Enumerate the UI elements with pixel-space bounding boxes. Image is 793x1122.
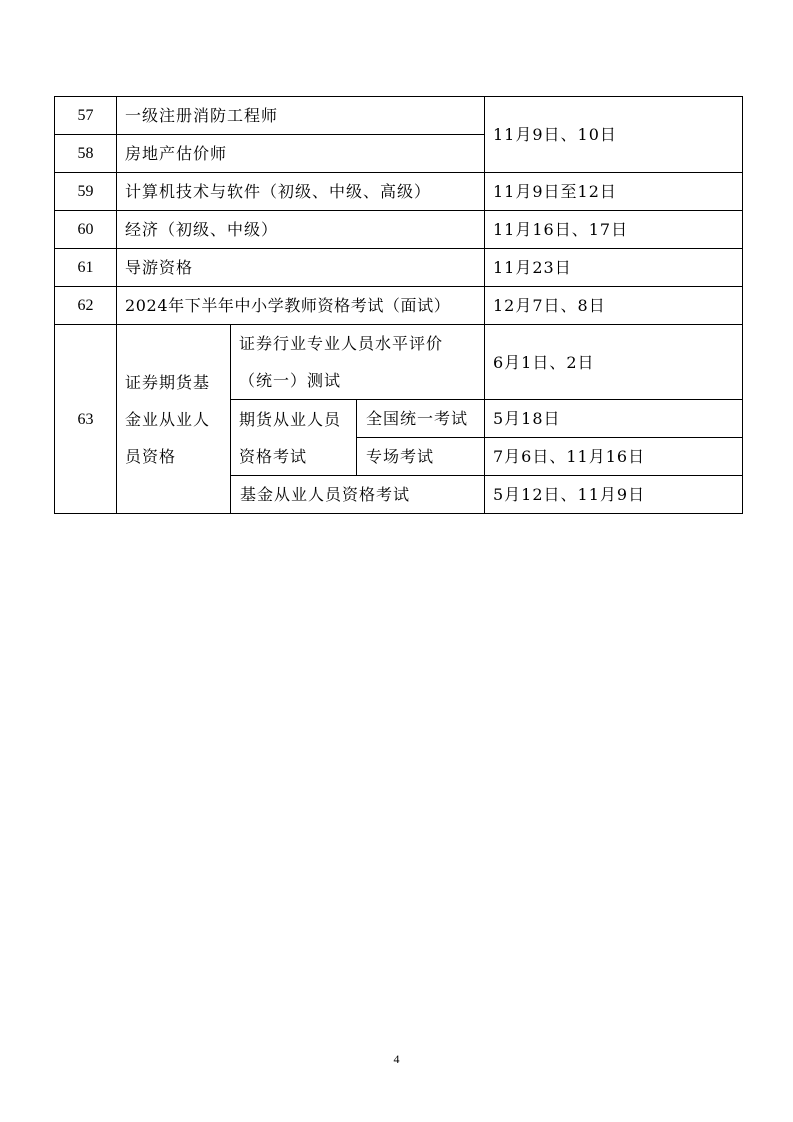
exam-name: 一级注册消防工程师 xyxy=(117,97,485,135)
table-row xyxy=(55,97,743,135)
category-line: 员资格 xyxy=(125,446,177,466)
exam-name: 2024年下半年中小学教师资格考试（面试） xyxy=(117,287,485,325)
exam-subcategory xyxy=(231,400,357,476)
exam-subcategory xyxy=(231,325,485,400)
exam-name: 导游资格 xyxy=(117,249,485,287)
exam-subcategory: 基金从业人员资格考试 xyxy=(231,476,485,514)
table-row xyxy=(55,287,743,325)
exam-date: 12月7日、8日 xyxy=(485,287,743,325)
exam-date: 11月16日、17日 xyxy=(485,211,743,249)
exam-date: 11月9日、10日 xyxy=(485,97,743,173)
row-number: 58 xyxy=(55,135,117,173)
table-row xyxy=(55,249,743,287)
subcategory-line: 资格考试 xyxy=(239,446,308,466)
exam-name: 经济（初级、中级） xyxy=(117,211,485,249)
exam-date: 11月9日至12日 xyxy=(485,173,743,211)
table-row xyxy=(55,211,743,249)
exam-type: 全国统一考试 xyxy=(357,400,485,438)
row-number: 61 xyxy=(55,249,117,287)
row-number: 60 xyxy=(55,211,117,249)
exam-category xyxy=(117,325,231,514)
exam-schedule-table xyxy=(54,96,743,514)
exam-date: 5月18日 xyxy=(485,400,743,438)
exam-name: 计算机技术与软件（初级、中级、高级） xyxy=(117,173,485,211)
exam-date: 5月12日、11月9日 xyxy=(485,476,743,514)
exam-name: 房地产估价师 xyxy=(117,135,485,173)
exam-type: 专场考试 xyxy=(357,438,485,476)
table-row xyxy=(55,173,743,211)
row-number: 63 xyxy=(55,325,117,514)
category-line: 金业从业人 xyxy=(125,409,211,429)
subcategory-line: 期货从业人员 xyxy=(239,409,342,429)
category-line: 证券期货基 xyxy=(125,372,211,392)
exam-date: 6月1日、2日 xyxy=(485,325,743,400)
exam-date: 11月23日 xyxy=(485,249,743,287)
subcategory-line: 证券行业专业人员水平评价 xyxy=(239,334,444,353)
subcategory-line: （统一）测试 xyxy=(239,371,342,390)
row-number: 62 xyxy=(55,287,117,325)
row-number: 59 xyxy=(55,173,117,211)
exam-date: 7月6日、11月16日 xyxy=(485,438,743,476)
page-number: 4 xyxy=(393,1052,400,1066)
row-number: 57 xyxy=(55,97,117,135)
